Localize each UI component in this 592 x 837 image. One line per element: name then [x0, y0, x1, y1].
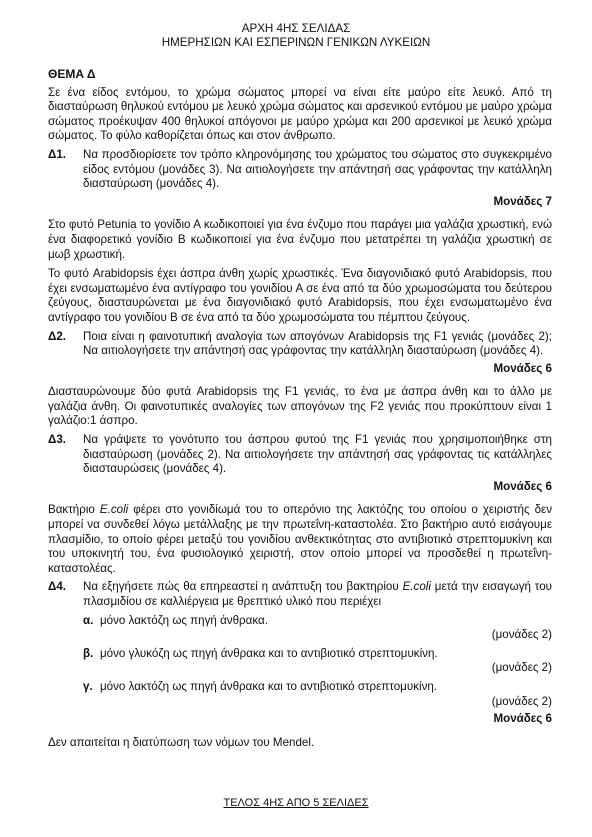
intro-paragraph-4 [48, 503, 552, 576]
text-span: φέρει στο γονιδίωμά του το οπερόνιο της λακτόζης του οποίου ο χειριστής δεν μπορεί να συνδεθεί λόγω μετάλλαξης με την πρωτεΐνη-καταστολέα. Στο βακτήριο αυτό εισάγουμε πλασμίδιο, το οποίο φέρει μεταξύ του γονιδίου ανθεκτικότητας στο αντιβιοτικό στρεπτομυκίνη και του υποκινητή του, ένα φυσιολογικό χειριστή, στον οποίο μπορεί να προσδεθεί η πρωτεΐνη-καταστολέας. [48, 503, 552, 575]
header-line-2: ΗΜΕΡΗΣΙΩΝ ΚΑΙ ΕΣΠΕΡΙΝΩΝ ΓΕΝΙΚΩΝ ΛΥΚΕΙΩΝ [161, 35, 431, 49]
subquestion-a [83, 614, 552, 629]
subquestion-text: μόνο λακτόζη ως πηγή άνθρακα και το αντιβιοτικό στρεπτομυκίνη. [100, 679, 438, 693]
text-span: μετά την εισαγωγή του πλασμιδίου σε καλλιέργεια με θρεπτικό υλικό που περιέχει [83, 580, 552, 608]
question-d2 [48, 330, 552, 359]
question-marks: Μονάδες 6 [493, 712, 552, 726]
subquestion-marks: (μονάδες 2) [491, 661, 552, 675]
question-number: Δ3. [48, 433, 67, 447]
intro-paragraph-1: Σε ένα είδος εντόμου, το χρώμα σώματος μπορεί να είναι είτε μαύρο είτε λευκό. Από τη διασταύρωση θηλυκού εντόμου με λευκό χρώμα σώματος και αρσενικού εντόμου με μαύρο χρώμα σώματος προέκυψαν 400 θηλυκοί απόγονοι με μαύρο χρώμα και 200 αρσενικοί με λευκό χρώμα σώματος. Το φύλο καθορίζεται όπως και στον άνθρωπο. [48, 85, 552, 143]
question-d4 [48, 580, 552, 609]
question-text: Να γράψετε το γονότυπο του άσπρου φυτού της F1 γενιάς που χρησιμοποιήθηκε στη διασταύρωση (μονάδες 2). Να αιτιολογήσετε την απάντησή σας γράφοντας τις κατάλληλες διασταυρώσεις (μονάδες 4). [83, 433, 552, 476]
subquestion-marks: (μονάδες 2) [491, 694, 552, 708]
page-footer: ΤΕΛΟΣ 4ΗΣ ΑΠΟ 5 ΣΕΛΙΔΕΣ [223, 797, 369, 809]
subquestion-label: β. [83, 646, 94, 660]
question-text: Ποια είναι η φαινοτυπική αναλογία των απογόνων Arabidopsis της F1 γενιάς (μονάδες 2); Να αιτιολογήσετε την απάντησή σας γράφοντας την κατάλληλη διασταύρωση (μονάδες 4). [83, 329, 552, 358]
subquestion-marks: (μονάδες 2) [491, 628, 552, 642]
subquestion-b [83, 647, 552, 662]
question-marks: Μονάδες 6 [493, 479, 552, 493]
intro-paragraph-3: Διασταυρώνουμε δύο φυτά Arabidopsis της F1 γενιάς, το ένα με άσπρα άνθη και το άλλο με γαλάζια άνθη. Οι φαινοτυπικές αναλογίες των απογόνων της F2 γενιάς που προκύπτουν είναι 1 γαλάζιο:1 άσπρο. [48, 385, 552, 428]
subquestion-text: μόνο γλυκόζη ως πηγή άνθρακα και το αντιβιοτικό στρεπτομυκίνη. [100, 646, 438, 660]
exam-content [48, 67, 552, 750]
closing-note: Δεν απαιτείται η διατύπωση των νόμων του Mendel. [48, 735, 315, 749]
question-text: Να προσδιορίσετε τον τρόπο κληρονόμησης του χρώματος του σώματος στο συγκεκριμένο είδος εντόμου (μονάδες 3). Να αιτιολογήσετε την απάντησή σας γράφοντας την κατάλληλη διασταύρωση (μονάδες 4). [83, 147, 552, 191]
question-marks: Μονάδες 7 [493, 194, 552, 208]
question-number: Δ4. [48, 580, 67, 594]
text-span: Βακτήριο [48, 503, 100, 517]
intro-paragraph-2a: Στο φυτό Petunia το γονίδιο Α κωδικοποιεί για ένα ένζυμο που παράγει μια γαλάζια χρωστική, ενώ ένα διαφορετικό γονίδιο Β κωδικοποιεί για ένα ένζυμο που μετατρέπει τη γαλάζια χρωστική σε μωβ χρωστική. [48, 218, 552, 261]
question-number: Δ1. [48, 147, 67, 161]
intro-paragraph-2b: Το φυτό Arabidopsis έχει άσπρα άνθη χωρίς χρωστικές. Ένα διαγονιδιακό φυτό Arabidopsis, που έχει ενσωματωμένο ένα αντίγραφο του γονιδίου Α σε ένα από τα δύο χρωμοσώματα του δεύτερου ζεύγους, διασταυρώνεται με ένα διαγονιδιακό φυτό Arabidopsis, που έχει ενσωματωμένο ένα αντίγραφο του γονιδίου Β σε ένα από τα δύο χρωμοσώματα του πέμπτου ζεύγους. [48, 267, 552, 324]
species-name: E.coli [99, 503, 129, 517]
question-text [83, 580, 552, 609]
species-name: E.coli [402, 580, 431, 594]
theme-title: ΘΕΜΑ Δ [48, 67, 96, 81]
header-line-1: ΑΡΧΗ 4ΗΣ ΣΕΛΙΔΑΣ [241, 22, 351, 35]
question-d1 [48, 148, 552, 192]
subquestion-label: γ. [83, 679, 93, 693]
text-span: Να εξηγήσετε πώς θα επηρεαστεί η ανάπτυξη του βακτηρίου [83, 580, 403, 594]
subquestion-label: α. [83, 613, 94, 627]
question-marks: Μονάδες 6 [493, 361, 552, 375]
subquestion-c [83, 680, 552, 695]
question-number: Δ2. [48, 329, 67, 343]
question-d3 [48, 433, 552, 477]
subquestion-text: μόνο λακτόζη ως πηγή άνθρακα. [100, 613, 268, 627]
page-header [0, 22, 592, 50]
